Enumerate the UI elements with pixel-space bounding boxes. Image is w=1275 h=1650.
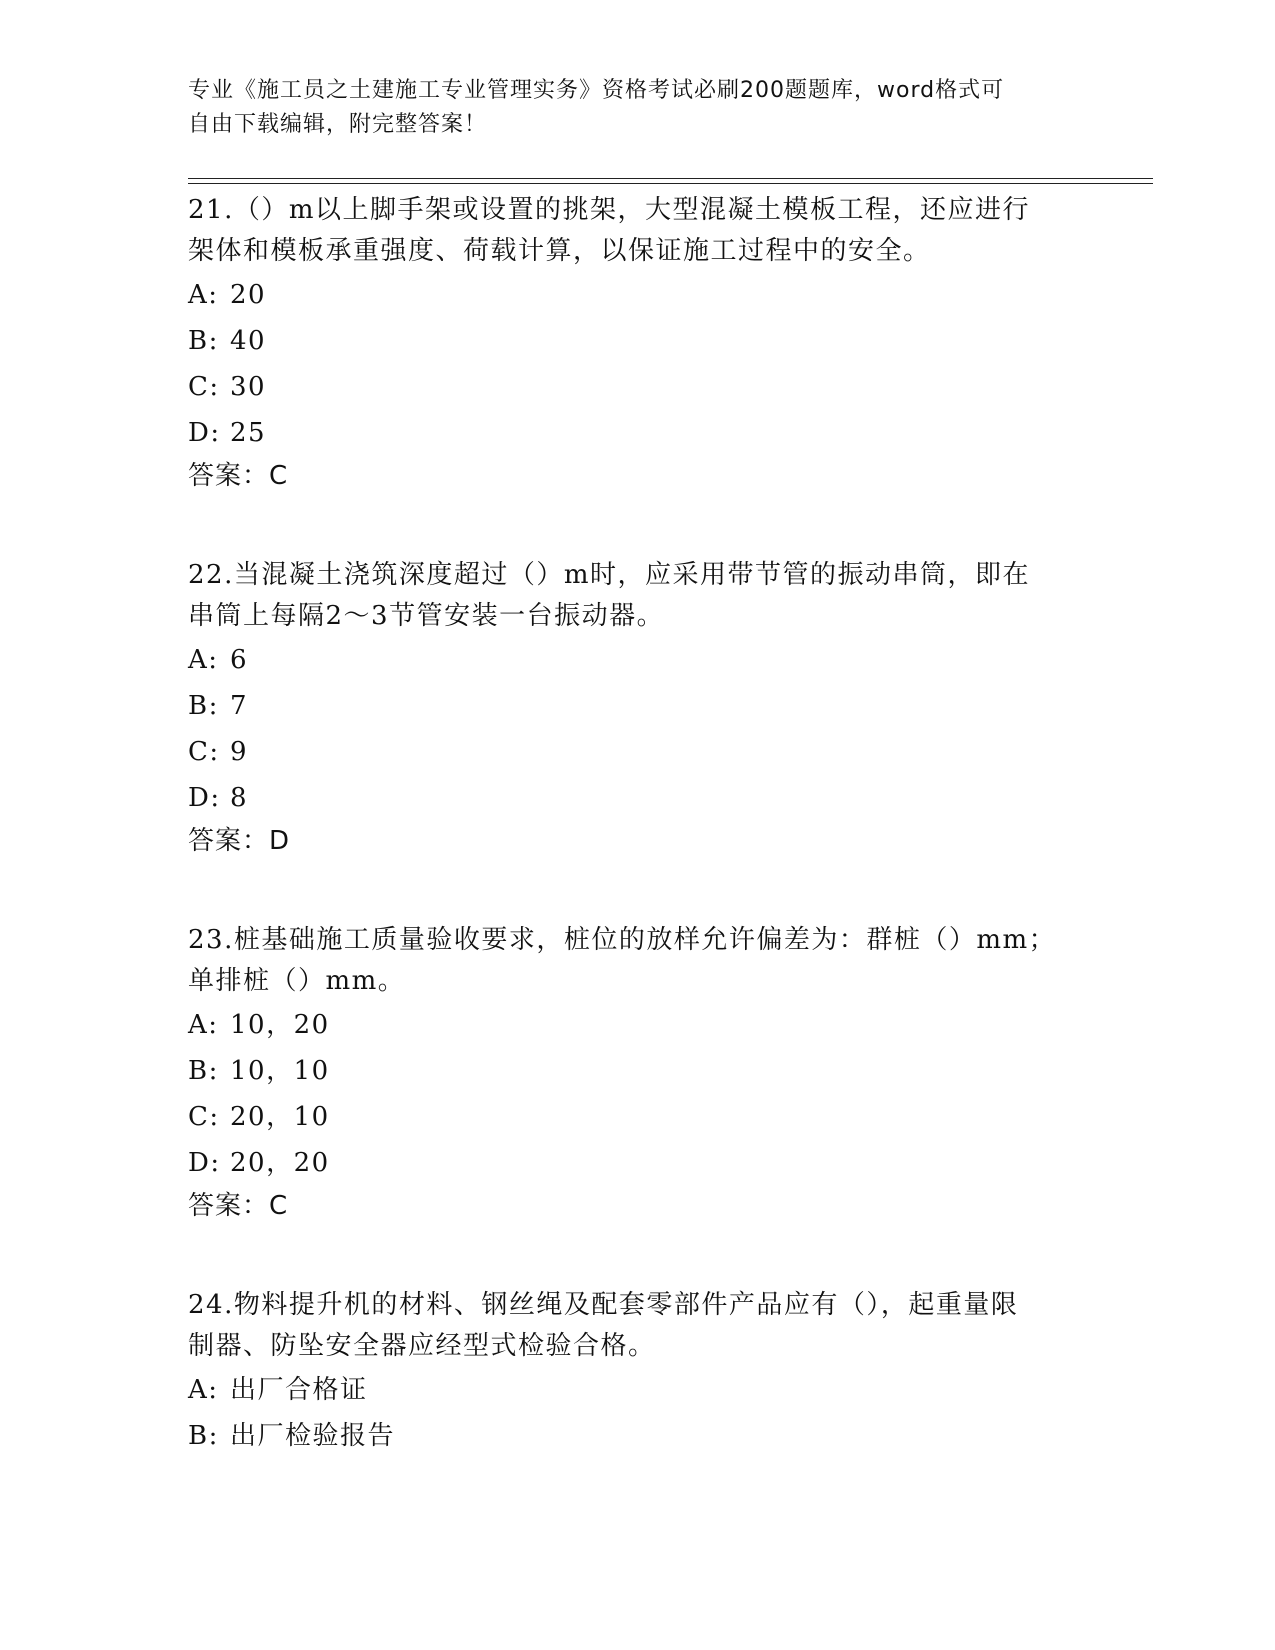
document-header (188, 74, 1088, 142)
option-a (188, 1002, 1088, 1048)
question-24 (188, 1285, 1088, 1459)
question-stem (188, 920, 1088, 1002)
header-line-1: 专业《施工员之土建施工专业管理实务》资格考试必刷200题题库，word格式可 (188, 78, 1005, 103)
option-letter: A: (188, 1375, 219, 1405)
option-b (188, 1413, 1088, 1459)
option-a (188, 637, 1088, 683)
answer-label: 答案：C (188, 1191, 289, 1221)
header-line-2: 自由下载编辑，附完整答案！ (188, 112, 488, 137)
option-b (188, 1048, 1088, 1094)
option-text: 20，10 (230, 1102, 330, 1132)
question-22 (188, 555, 1088, 861)
option-c (188, 1094, 1088, 1140)
header-divider-bottom (188, 183, 1153, 184)
stem-line: 24.物料提升机的材料、钢丝绳及配套零部件产品应有（），起重量限 (188, 1290, 1019, 1320)
option-letter: D: (188, 783, 221, 813)
option-letter: C: (188, 1102, 220, 1132)
option-text: 出厂检验报告 (230, 1421, 396, 1451)
answer-label: 答案：D (188, 826, 291, 856)
stem-line: 串筒上每隔2～3节管安装一台振动器。 (188, 601, 665, 631)
option-b (188, 318, 1088, 364)
stem-line: 23.桩基础施工质量验收要求，桩位的放样允许偏差为：群桩（）mm； (188, 925, 1057, 955)
question-stem (188, 190, 1088, 272)
option-text: 20，20 (230, 1148, 330, 1178)
question-21 (188, 190, 1088, 496)
option-text: 20 (230, 280, 267, 310)
question-stem (188, 1285, 1088, 1367)
option-c (188, 364, 1088, 410)
option-letter: B: (188, 1056, 219, 1086)
option-a (188, 272, 1088, 318)
option-b (188, 683, 1088, 729)
option-text: 25 (230, 418, 267, 448)
option-letter: D: (188, 1148, 221, 1178)
stem-line: 架体和模板承重强度、荷载计算，以保证施工过程中的安全。 (188, 236, 931, 266)
option-letter: C: (188, 737, 220, 767)
stem-line: 单排桩（）mm。 (188, 966, 406, 996)
option-text: 10，10 (230, 1056, 330, 1086)
option-text: 40 (230, 326, 267, 356)
option-d (188, 410, 1088, 456)
option-d (188, 775, 1088, 821)
option-text: 7 (230, 691, 249, 721)
option-letter: A: (188, 280, 219, 310)
option-d (188, 1140, 1088, 1186)
option-text: 9 (230, 737, 249, 767)
stem-line: 22.当混凝土浇筑深度超过（）m时，应采用带节管的振动串筒，即在 (188, 560, 1031, 590)
option-letter: B: (188, 326, 219, 356)
option-a (188, 1367, 1088, 1413)
option-text: 6 (230, 645, 249, 675)
option-text: 出厂合格证 (230, 1375, 368, 1405)
answer-label: 答案：C (188, 461, 289, 491)
question-stem (188, 555, 1088, 637)
option-c (188, 729, 1088, 775)
option-letter: B: (188, 691, 219, 721)
option-letter: A: (188, 645, 219, 675)
option-text: 30 (230, 372, 267, 402)
option-text: 10，20 (230, 1010, 330, 1040)
stem-line: 21.（）m以上脚手架或设置的挑架，大型混凝土模板工程，还应进行 (188, 195, 1031, 225)
header-divider-top (188, 178, 1153, 179)
stem-line: 制器、防坠安全器应经型式检验合格。 (188, 1331, 656, 1361)
option-letter: D: (188, 418, 221, 448)
option-letter: C: (188, 372, 220, 402)
option-letter: A: (188, 1010, 219, 1040)
question-23 (188, 920, 1088, 1226)
option-letter: B: (188, 1421, 219, 1451)
option-text: 8 (230, 783, 249, 813)
